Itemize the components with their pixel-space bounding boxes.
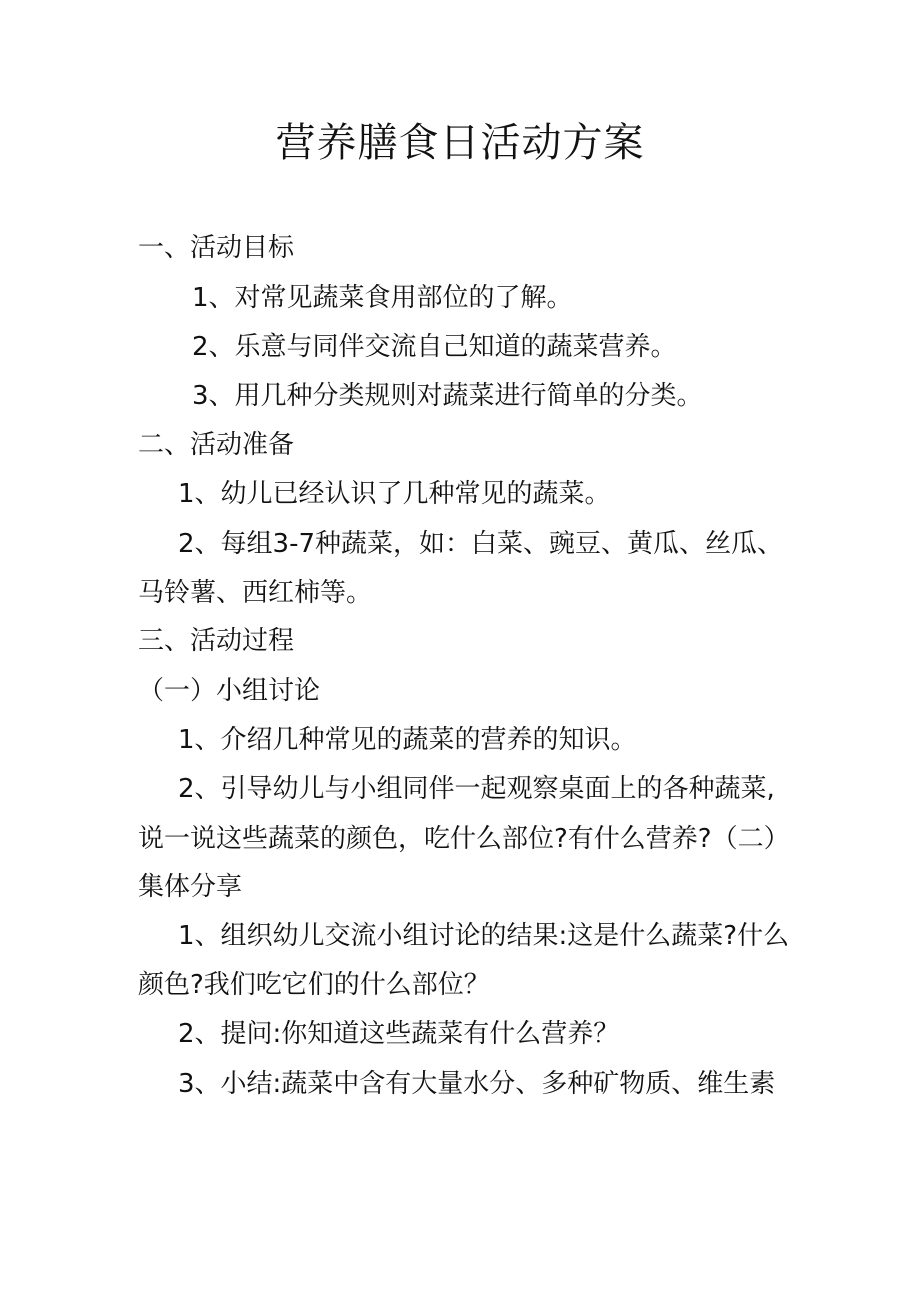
discussion-item-1: 1、介绍几种常见的蔬菜的营养的知识。 <box>178 725 637 755</box>
section-heading-prep: 二、活动准备 <box>138 430 295 460</box>
prep-item-2-line-1: 2、每组3-7种蔬菜，如：白菜、豌豆、黄瓜、丝瓜、 <box>178 529 784 559</box>
discussion-item-2-line-2: 说一说这些蔬菜的颜色，吃什么部位?有什么营养?（二） <box>138 824 790 854</box>
document-title: 营养膳食日活动方案 <box>275 120 645 166</box>
goal-item-1: 1、对常见蔬菜食用部位的了解。 <box>192 283 573 313</box>
subsection-heading-group-sharing: 集体分享 <box>138 872 243 902</box>
section-heading-goals: 一、活动目标 <box>138 233 295 263</box>
goal-item-2: 2、乐意与同伴交流自己知道的蔬菜营养。 <box>192 332 677 362</box>
sharing-item-1-line-2: 颜色?我们吃它们的什么部位？ <box>138 970 490 1000</box>
sharing-item-1-line-1: 1、组织幼儿交流小组讨论的结果:这是什么蔬菜?什么 <box>178 921 790 951</box>
goal-item-3: 3、用几种分类规则对蔬菜进行简单的分类。 <box>192 381 703 411</box>
section-heading-process: 三、活动过程 <box>138 626 295 656</box>
prep-item-2-line-2: 马铃薯、西红柿等。 <box>138 578 373 608</box>
subsection-heading-group-discussion: （一）小组讨论 <box>138 676 321 706</box>
prep-item-1: 1、幼儿已经认识了几种常见的蔬菜。 <box>178 479 611 509</box>
sharing-item-2: 2、提问:你知道这些蔬菜有什么营养？ <box>178 1019 620 1049</box>
sharing-item-3: 3、小结:蔬菜中含有大量水分、多种矿物质、维生素 <box>178 1069 776 1099</box>
discussion-item-2-line-1: 2、引导幼儿与小组同伴一起观察桌面上的各种蔬菜, <box>178 774 775 804</box>
